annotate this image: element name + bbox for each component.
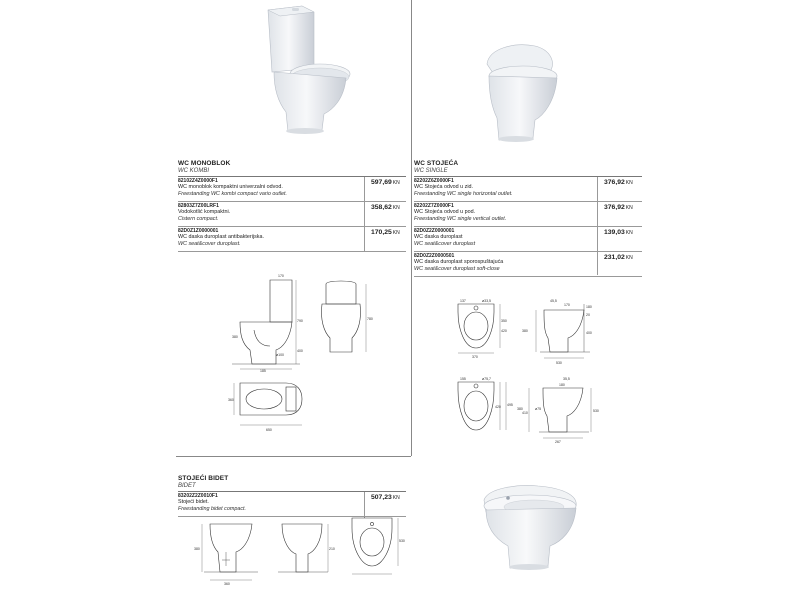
dimension-label: 420 — [495, 405, 501, 409]
product-code: 82102Z4Z0000F1 — [178, 178, 218, 184]
photo-wc-kombi — [258, 2, 358, 142]
product-row — [414, 177, 642, 202]
product-desc: Stojeći bidet. — [178, 499, 209, 505]
dimension-label: 180 — [559, 383, 565, 387]
dimension-label: 495 — [507, 403, 513, 407]
dimension-label: 170 — [278, 274, 284, 278]
section-title: WC STOJEĆA — [414, 160, 459, 167]
product-price: 376,92KN — [604, 179, 633, 186]
dimension-label: 360 — [228, 398, 234, 402]
product-price: 231,02KN — [604, 254, 633, 261]
dimension-label: 185 — [260, 369, 266, 373]
product-row — [178, 202, 406, 227]
drawing-single-side — [520, 296, 600, 366]
dimension-label: 137 — [460, 299, 466, 303]
section-subtitle: WC SINGLE — [414, 168, 642, 177]
product-desc-en: Freestanding WC single horizontal outlet. — [414, 190, 513, 197]
product-desc: WC monoblok kompaktni univerzalni odvod. — [178, 184, 283, 190]
dimension-label: ø75,7 — [482, 377, 491, 381]
product-desc-en: Cistern compact. — [178, 215, 219, 222]
drawing-bidet-top — [346, 512, 406, 582]
product-price: 507,23KN — [371, 494, 400, 501]
product-price: 358,62KN — [371, 204, 400, 211]
product-desc-en: WC seat&cover duroplast soft-close — [414, 265, 500, 272]
section-subtitle: WC KOMBI — [178, 168, 406, 177]
dimension-label: 35,5 — [563, 377, 570, 381]
dimension-label: 170 — [564, 303, 570, 307]
dimension-label: 380 — [517, 407, 523, 411]
product-price: 597,69KN — [371, 179, 400, 186]
dimension-label: 780 — [367, 317, 373, 321]
dimension-label: 380 — [232, 335, 238, 339]
drawing-single-top-2 — [448, 376, 518, 441]
product-desc-en: Freestanding WC kombi compact vario outlet. — [178, 190, 288, 197]
product-desc: WC daska duroplast antibakterijska. — [178, 234, 264, 240]
dimension-label: 380 — [522, 329, 528, 333]
product-desc: WC daska duroplast sporospuštajuća — [414, 259, 504, 265]
product-row — [414, 252, 642, 277]
dimension-label: 400 — [297, 349, 303, 353]
price-column-separator — [597, 177, 598, 275]
dimension-label: 530 — [593, 409, 599, 413]
drawing-kombi-front — [318, 280, 373, 360]
drawing-single-top — [448, 298, 518, 358]
product-desc: WC Stojeća odvod u zid. — [414, 184, 474, 190]
dimension-label: 350 — [501, 319, 507, 323]
dimension-label: 360 — [224, 582, 230, 586]
dimension-label: ø100 — [276, 353, 284, 357]
dimension-label: 530 — [399, 539, 405, 543]
dimension-label: 45,5 — [550, 299, 557, 303]
drawing-bidet-side — [192, 516, 262, 586]
section-wc-stojeca — [414, 160, 642, 277]
dimension-label: 410 — [522, 411, 528, 415]
price-column-separator — [364, 177, 365, 251]
section-subtitle: BIDET — [178, 483, 406, 492]
product-desc-en: Freestanding WC single vertical outlet. — [414, 215, 507, 222]
product-desc: Vodokotlić kompaktni. — [178, 209, 231, 215]
dimension-label: 420 — [501, 329, 507, 333]
drawing-bidet-front — [278, 516, 333, 586]
dimension-label: 530 — [556, 361, 562, 365]
product-code: 82202Z7Z0000F1 — [414, 203, 454, 209]
product-code: 82D0Z2Z0000501 — [414, 253, 455, 259]
product-code: 83202Z2Z0010F1 — [178, 493, 218, 499]
dimension-label: ø33,5 — [482, 299, 491, 303]
drawing-kombi-side — [230, 272, 305, 372]
product-desc: WC daska duroplast — [414, 234, 463, 240]
product-code: 82D0Z1Z0000001 — [178, 228, 219, 234]
dimension-label: 370 — [472, 355, 478, 359]
dimension-label: 400 — [586, 331, 592, 335]
dimension-label: 210 — [329, 547, 335, 551]
product-code: 82D0Z2Z0000001 — [414, 228, 455, 234]
section-divider — [176, 456, 411, 457]
dimension-label: 650 — [266, 428, 272, 432]
product-code: 82202Z6Z0000F1 — [414, 178, 454, 184]
product-desc-en: Freestanding bidet compact. — [178, 505, 247, 512]
product-code: 82803Z7Z00LRF1 — [178, 203, 219, 209]
dimension-label: ø75 — [535, 407, 542, 411]
photo-bidet — [478, 482, 583, 574]
product-row — [178, 227, 406, 252]
dimension-label: 180 — [586, 305, 592, 309]
photo-wc-single — [475, 40, 565, 150]
drawing-single-side-2 — [515, 374, 605, 444]
dimension-label: 380 — [194, 547, 200, 551]
column-divider — [411, 0, 412, 456]
drawing-kombi-top — [228, 375, 308, 435]
section-title: WC MONOBLOK — [178, 160, 231, 167]
product-desc-en: WC seat&cover duroplast. — [178, 240, 241, 247]
product-row — [414, 227, 642, 252]
product-row — [414, 202, 642, 227]
dimension-label: 790 — [297, 319, 303, 323]
product-price: 139,03KN — [604, 229, 633, 236]
product-desc-en: WC seat&cover duroplast — [414, 240, 476, 247]
product-price: 376,92KN — [604, 204, 633, 211]
product-desc: WC Stojeća odvod u pod. — [414, 209, 476, 215]
product-price: 170,25KN — [371, 229, 400, 236]
section-title: STOJEĆI BIDET — [178, 475, 229, 482]
dimension-label: 267 — [555, 440, 561, 444]
section-wc-monoblok — [178, 160, 406, 252]
dimension-label: 20 — [586, 313, 590, 317]
dimension-label: 155 — [460, 377, 466, 381]
section-bidet — [178, 475, 406, 517]
product-row — [178, 177, 406, 202]
